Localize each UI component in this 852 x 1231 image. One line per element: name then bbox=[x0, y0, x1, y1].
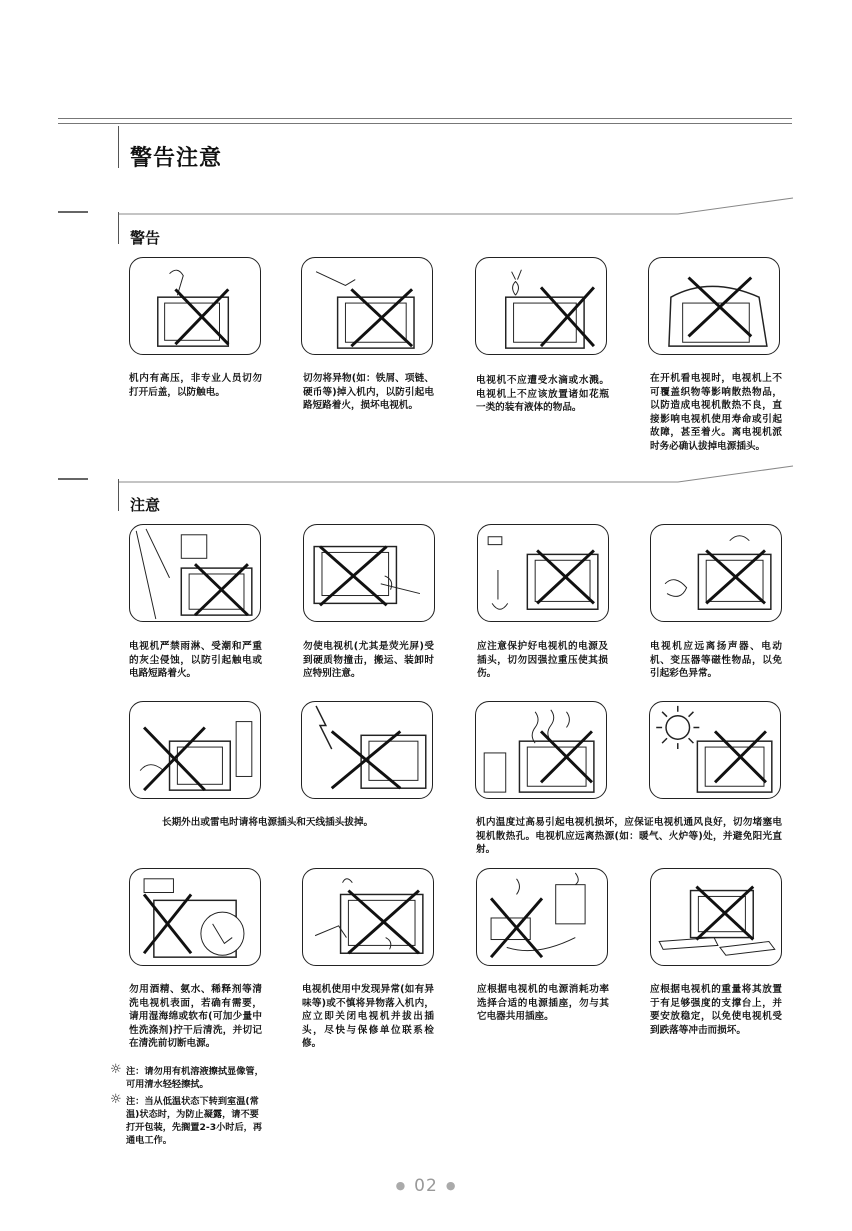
warning-image-high-voltage bbox=[129, 257, 261, 355]
note-2-text: 注：当从低温状态下转到室温(常温)状态时，为防止凝露，请不要打开包装，先搁置2-3小时后，再通电工作。 bbox=[126, 1096, 263, 1146]
page-title: 警告注意 bbox=[130, 146, 223, 171]
page-number-text: 02 bbox=[414, 1176, 438, 1196]
page-number bbox=[0, 1176, 852, 1196]
caution-caption-5: 长期外出或雷电时请将电源插头和天线插头拔掉。 bbox=[162, 817, 374, 828]
warning-caption-3: 电视机不应遭受水滴或水溅。电视机上不应该放置诸如花瓶一类的装有液体的物品。 bbox=[476, 375, 609, 414]
caution-image-impact bbox=[303, 524, 435, 622]
warning-image-foreign-objects bbox=[301, 257, 433, 355]
header-rule-top bbox=[58, 118, 792, 119]
caution-caption-1: 电视机严禁雨淋、受潮和严重的灰尘侵蚀，以防引起触电或电路短路着火。 bbox=[129, 641, 262, 680]
caution-caption-6: 机内温度过高易引起电视机损坏，应保证电视机通风良好，切勿堵塞电视机散热孔。电视机应远离热源(如：暖气、火炉等)处，并避免阳光直射。 bbox=[476, 817, 782, 856]
title-vertical-rule bbox=[118, 126, 119, 168]
caution-caption-4: 电视机应远离扬声器、电动机、变压器等磁性物品，以免引起彩色异常。 bbox=[650, 641, 782, 680]
warning-caption-4: 在开机看电视时，电视机上不可覆盖织物等影响散热物品，以防造成电视机散热不良，直接影响电视机使用寿命或引起故障，甚至着火。离电视机派时务必确认拔掉电源插头。 bbox=[650, 373, 782, 452]
bullet-icon: ● bbox=[445, 1179, 457, 1192]
warning-caption-1: 机内有高压，非专业人员切勿打开后盖，以防触电。 bbox=[129, 373, 262, 398]
caution-image-heat bbox=[475, 701, 607, 799]
caution-image-magnetic bbox=[650, 524, 782, 622]
warning-rule-line bbox=[118, 196, 794, 216]
header-rule-bottom bbox=[58, 123, 792, 124]
note-1-text: 注：请勿用有机溶液擦拭显像管，可用清水轻轻擦拭。 bbox=[126, 1066, 264, 1090]
caution-image-rain bbox=[129, 524, 261, 622]
caution-vertical-rule bbox=[118, 479, 119, 511]
warning-caption-2: 切勿将异物(如：铁屑、项链、硬币等)掉入机内，以防引起电路短路着火，损坏电视机。 bbox=[303, 373, 434, 412]
sun-icon: ☼ bbox=[110, 1062, 122, 1077]
caution-image-outlet bbox=[476, 868, 608, 966]
warning-rule-left bbox=[58, 211, 88, 213]
caution-image-power-cord bbox=[477, 524, 609, 622]
warning-vertical-rule bbox=[118, 212, 119, 244]
caution-rule-line bbox=[118, 464, 794, 484]
bullet-icon: ● bbox=[395, 1179, 407, 1192]
caution-caption-2: 勿使电视机(尤其是荧光屏)受到硬质物撞击，搬运、装卸时应特别注意。 bbox=[303, 641, 434, 680]
note-2 bbox=[110, 1092, 264, 1147]
caution-image-unplug bbox=[129, 701, 261, 799]
caution-caption-8: 电视机使用中发现异常(如有异味等)或不慎将异物落入机内，应立即关闭电视机并拔出插头，尽快与保修单位联系检修。 bbox=[302, 984, 434, 1050]
warning-image-water bbox=[475, 257, 607, 355]
caution-image-lightning bbox=[301, 701, 433, 799]
note-1 bbox=[110, 1062, 264, 1091]
caution-caption-7: 勿用酒精、氨水、稀释剂等清洗电视机表面，若确有需要，请用湿海绵或软布(可加少量中性洗涤剂)拧干后清洗，并切记在清洗前切断电源。 bbox=[129, 984, 262, 1050]
caution-heading: 注意 bbox=[130, 496, 161, 514]
caution-image-cleaning bbox=[129, 868, 261, 966]
caution-caption-3: 应注意保护好电视机的电源及插头，切勿因强拉重压使其损伤。 bbox=[477, 641, 608, 680]
warning-image-covered bbox=[648, 257, 780, 355]
caution-image-stable-stand bbox=[650, 868, 782, 966]
warning-heading: 警告 bbox=[130, 229, 161, 247]
caution-image-abnormal bbox=[302, 868, 434, 966]
caution-image-sunlight bbox=[649, 701, 781, 799]
caution-caption-10: 应根据电视机的重量将其放置于有足够强度的支撑台上，并要安放稳定，以免使电视机受到跌落等冲击而损坏。 bbox=[650, 984, 782, 1036]
caution-rule-left bbox=[58, 478, 88, 480]
caution-caption-9: 应根据电视机的电源消耗功率选择合适的电源插座，勿与其它电器共用插座。 bbox=[477, 984, 609, 1023]
sun-icon: ☼ bbox=[110, 1092, 122, 1107]
